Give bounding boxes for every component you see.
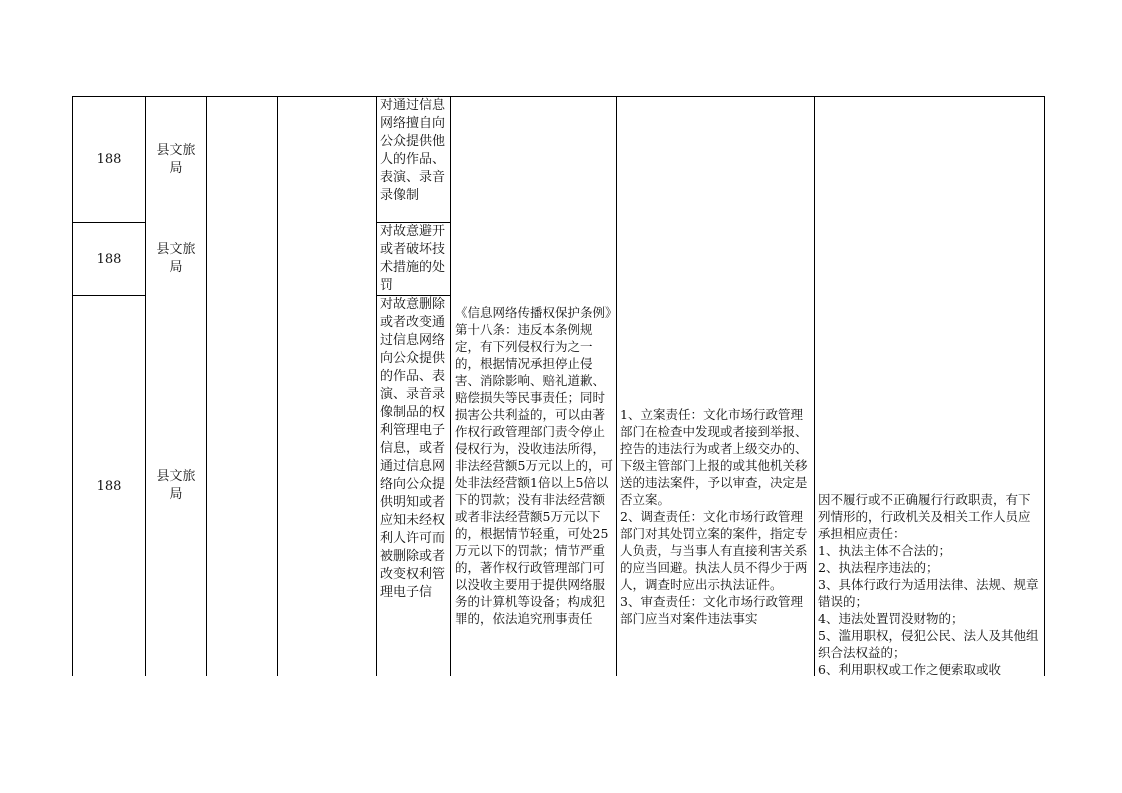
legal-basis-text: 《信息网络传播权保护条例》第十八条：违反本条例规定，有下列侵权行为之一的，根据情况承担停止侵害、消除影响、赔礼道歉、赔偿损失等民事责任；同时损害公共利益的，可以由著作权行政管理部门责令停止侵权行为，没收违法所得，非法经营额5万元以上的，可处非法经营额1倍以上5倍以下的罚款；没有非法经营额或者非法经营额5万元以下的，根据情节轻重，可处25万元以下的罚款；情节严重的，著作权行政管理部门可以没收主要用于提供网络服务的计算机等设备；构成犯罪的，依法追究刑事责任: [455, 305, 613, 626]
department-text: 县文旅局: [156, 242, 196, 275]
legal-basis-cell: [452, 304, 616, 676]
power-item-cell: [377, 296, 450, 676]
table-border-top: [72, 96, 1045, 97]
power-item-cell: [377, 223, 450, 295]
power-item-cell: [377, 97, 450, 222]
accountability-text: 因不履行或不正确履行行政职责，有下列情形的，行政机关及相关工作人员应承担相应责任： 1、执法主体不合法的； 2、执法程序违法的； 3、具体行政行为适用法律、法规、规章错误的； 4、违法处置罚没财物的； 5、滥用职权，侵犯公民、法人及其他组织合法权益的； 6、利用职权或工作之便索取或收: [818, 492, 1039, 676]
department-text: 县文旅局: [156, 469, 196, 502]
power-item-text: 对故意删除或者改变通过信息网络向公众提供的作品、表演、录音录像制品的权利管理电子信息，或者通过信息网络向公众提供明知或者应知未经权利人许可而被删除或者改变权利管理电子信: [380, 297, 446, 600]
department-cell: [146, 296, 206, 676]
row-number: [73, 223, 145, 295]
power-list-table: [72, 96, 1045, 676]
responsibility-text: 1、立案责任：文化市场行政管理部门在检查中发现或者接到举报、控告的违法行为或者上级交办的、下级主管部门上报的或其他机关移送的违法案件，予以审查，决定是否立案。 2、调查责任：文化市场行政管理部门对其处罚立案的案件，指定专人负责，与当事人有直接利害关系的应当回避。执法人员不得少于两人，调查时应出示执法证件。 3、审查责任：文化市场行政管理部门应当对案件违法事实: [620, 407, 808, 626]
department-cell: [146, 223, 206, 295]
responsibility-cell: [617, 406, 814, 676]
power-item-text: 对故意避开或者破坏技术措施的处罚: [380, 224, 446, 293]
row-number-text: 188: [96, 251, 122, 267]
row-number-text: 188: [96, 478, 122, 494]
accountability-cell: [815, 491, 1044, 676]
row-number-text: 188: [96, 152, 122, 167]
power-item-text: 对通过信息网络擅自向公众提供他人的作品、表演、录音录像制: [380, 98, 446, 203]
row-number: [73, 296, 145, 676]
column-divider: [277, 96, 278, 676]
table-border-right: [1044, 96, 1045, 676]
column-divider: [450, 96, 451, 676]
department-text: 县文旅局: [156, 142, 196, 176]
department-cell: [146, 97, 206, 222]
row-number: [73, 97, 145, 222]
column-divider: [206, 96, 207, 676]
